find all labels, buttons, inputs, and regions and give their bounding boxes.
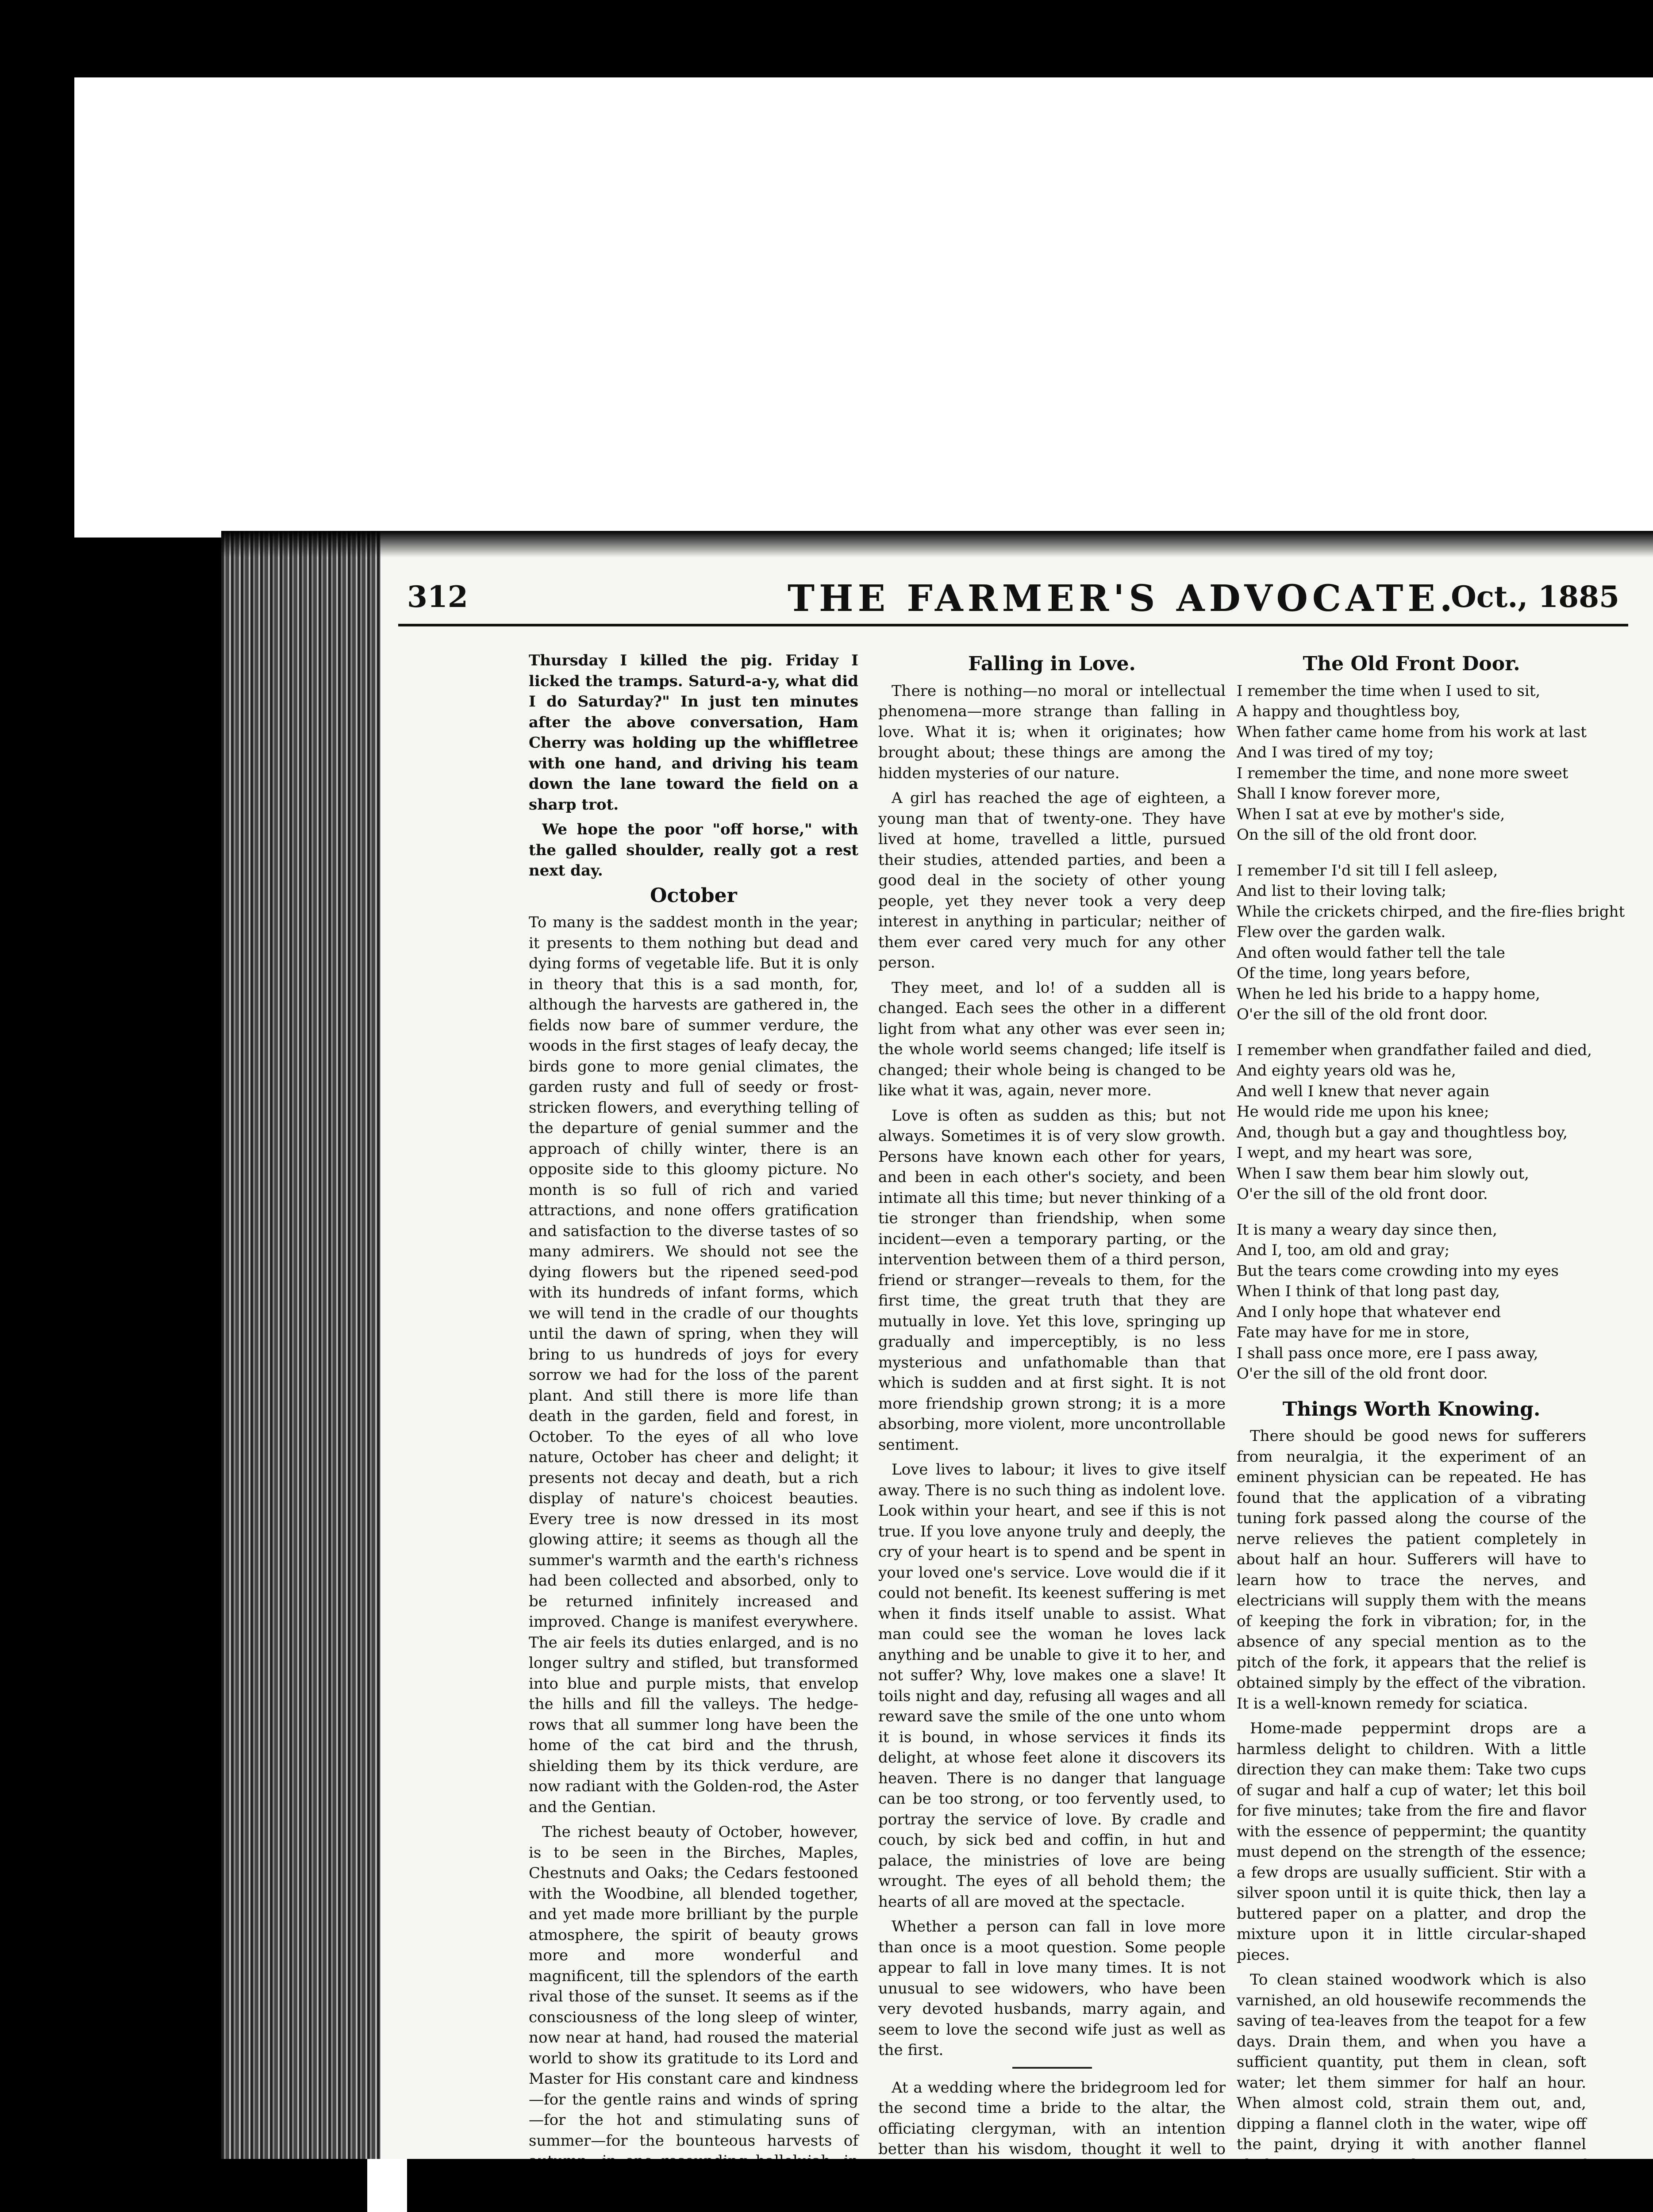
poem-line: And I only hope that whatever end xyxy=(1237,1303,1501,1321)
article-paragraph: They meet, and lo! of a sudden all is changed. Each sees the other in a different light from what any other was ever seen in; the whole world seems changed; life itself is changed; their whole being is changed to be like what it was, again, never more. xyxy=(878,979,1226,1099)
poem-line: It is many a weary day since then, xyxy=(1237,1221,1497,1239)
october-paragraph: To many is the saddest month in the year; it presents to them nothing but dead and dying forms of vegetable life. But it is only in theory that this is a sad month, for, although the harvests are gathered in, the fields now bare of summer verdure, the woods in the first stages of leafy decay, the birds gone to more genial climates, the garden rusty and full of seedy or frost-stricken flowers, and everything telling of the departure of genial summer and the approach of chilly winter, there is an opposite side to this gloomy picture. No month is so full of rich and varied attractions, and none offers gratification and satisfaction to the diverse tastes of so many admirers. We should not see the dying flowers but the ripened seed-pod with its hundreds of infant forms, which we will tend in the cradle of our thoughts until the dawn of spring, when they will bring to us hundreds of joys for every sorrow we had for the loss of the parent plant. And still there is more life than death in the garden, field and forest, in October. To the eyes of all who love nature, October has cheer and delight; it presents not decay and death, but a rich display of nature's choicest beauties. Every tree is now dressed in its most glowing attire; it seems as though all the summer's warmth and the earth's richness had been collected and absorbed, only to be returned infinitely increased and improved. Change is manifest everywhere. The air feels its duties enlarged, and is no longer sultry and stifled, but transformed into blue and purple mists, that envelop the hills and fill the valleys. The hedge-rows that all summer long have been the home of the cat bird and the thrush, shielding them by its thick verdure, are now radiant with the Golden-rod, the Aster and the Gentian. xyxy=(529,914,858,1816)
article-paragraph: Love lives to labour; it lives to give itself away. There is no such thing as indolent love. Look within your heart, and see if this is not true. If you love anyone truly and deeply, the cry of your heart is to spend and be spent in your loved one's service. Love would die if it could not benefit. Its keenest suffering is met when it finds itself unable to assist. What man could see the woman he loves lack anything and be unable to give it to her, and not suffer? Why, love makes one a slave! It toils night and day, refusing all wages and all reward save the smile of the one unto whom it is bound, in whose services it finds its delight, at whose feet alone it discovers its heaven. There is no danger that language can be too strong, or too fervently used, to portray the service of love. By cradle and couch, by sick bed and coffin, in hut and palace, the ministries of love are being wrought. The eyes of all behold them; the hearts of all are moved at the spectacle. xyxy=(878,1461,1226,1911)
poem-line: Flew over the garden walk. xyxy=(1237,923,1446,941)
poem-line: Of the time, long years before, xyxy=(1237,964,1471,982)
poem-line: When I think of that long past day, xyxy=(1237,1283,1500,1300)
poem-line: I remember the time, and none more sweet xyxy=(1237,764,1568,782)
divider xyxy=(1012,2067,1092,2069)
article-paragraph: Love is often as sudden as this; but not always. Sometimes it is of very slow growth. Persons have known each other for years, and been in each other's society, and been intimate all this time; but never thinking of a tie stronger than friendship, when some incident—even a temporary parting, or the intervention between them of a third person, friend or stranger—reveals to them, for the first time, the great truth that they are mutually in love. Yet this love, springing up gradually and imperceptibly, is no less mysterious and unfathomable than that which is sudden and at first sight. It is not more friendship grown strong; it is a more absorbing, more violent, more uncontrollable sentiment. xyxy=(878,1106,1226,1454)
publication-title: THE FARMER'S ADVOCATE. xyxy=(788,577,1457,620)
october-heading: October xyxy=(650,884,737,907)
poem-stanza xyxy=(1237,1040,1592,1205)
binding-strip xyxy=(367,2159,407,2212)
story-ending: Thursday I killed the pig. Friday I licked the tramps. Saturd-a-y, what did I do Saturday?" In just ten minutes after the above conversation, Ham Cherry was holding up the whiffletree with one hand, and driving his team down the lane toward the field on a sharp trot. xyxy=(529,652,858,814)
poem-line: When I saw them bear him slowly out, xyxy=(1237,1164,1529,1183)
poem-line: While the crickets chirped, and the fire-flies bright xyxy=(1237,902,1625,921)
article-paragraph: A girl has reached the age of eighteen, a young man that of twenty-one. They have lived at home, travelled a little, pursued their studies, attended parties, and been a good deal in the society of other young people, yet they never took a very deep interest in anything in particular; neither of them ever cared very much for any other person. xyxy=(878,789,1226,972)
old-front-door-poem xyxy=(1237,681,1625,1384)
poem-line: I remember the time when I used to sit, xyxy=(1237,682,1541,700)
poem-line: And I, too, am old and gray; xyxy=(1237,1241,1450,1259)
poem-line: Shall I know forever more, xyxy=(1237,785,1441,803)
page-shadow xyxy=(221,531,1653,557)
poem-line: When he led his bride to a happy home, xyxy=(1237,985,1540,1003)
poem-stanza xyxy=(1237,860,1625,1025)
column-3 xyxy=(1237,650,1625,2212)
old-front-door-heading: The Old Front Door. xyxy=(1303,653,1520,675)
poem-line: I remember I'd sit till I fell asleep, xyxy=(1237,861,1498,879)
article-paragraph: Whether a person can fall in love more than once is a moot question. Some people appear to fall in love many times. It is not unusual to see widowers, who have been very devoted husbands, marry again, and seem to love the second wife just as well as the first. xyxy=(878,1918,1226,2059)
poem-line: I shall pass once more, ere I pass away, xyxy=(1237,1344,1538,1362)
october-paragraph: The richest beauty of October, however, is to be seen in the Birches, Maples, Chestnuts and Oaks; the Cedars festooned with the Woodbine, all blended together, and yet made more brilliant by the purple atmosphere, the spirit of beauty grows more and more wonderful and magnificent, till the splendors of the earth rival those of the sunset. It seems as if the consciousness of the long sleep of winter, now near at hand, had roused the material world to show its gratitude to its Lord and Master for His constant care and kindness—for the gentle rains and winds of spring—for the hot and stimulating suns of summer—for the bounteous harvests of xyxy=(529,1823,858,2150)
poem-line: And, though but a gay and thoughtless boy, xyxy=(1237,1123,1568,1141)
column-2 xyxy=(878,650,1226,2212)
things-worth-knowing-heading: Things Worth Knowing. xyxy=(1282,1398,1541,1421)
masthead xyxy=(398,577,1628,626)
poem-line: And often would father tell the tale xyxy=(1237,944,1505,962)
poem-line: I remember when grandfather failed and died, xyxy=(1237,1041,1592,1059)
book-binding-edge xyxy=(221,531,381,2159)
poem-line: Fate may have for me in store, xyxy=(1237,1324,1470,1341)
scan-background-bottom xyxy=(0,2159,1653,2212)
issue-date: Oct., 1885 xyxy=(1451,580,1619,614)
poem-line: When father came home from his work at last xyxy=(1237,723,1587,741)
blank-flyleaf xyxy=(74,77,1653,538)
poem-line: And I was tired of my toy; xyxy=(1237,744,1434,761)
falling-in-love-heading: Falling in Love. xyxy=(968,653,1136,675)
poem-line: O'er the sill of the old front door. xyxy=(1237,1185,1488,1203)
story-comment: We hope the poor "off horse," with the galled shoulder, really got a rest next day. xyxy=(529,821,858,879)
poem-line: On the sill of the old front door. xyxy=(1237,826,1477,844)
column-1 xyxy=(529,650,858,2212)
poem-line: O'er the sill of the old front door. xyxy=(1237,1006,1488,1023)
poem-line: And well I knew that never again xyxy=(1237,1082,1490,1100)
poem-stanza xyxy=(1237,1220,1586,1384)
page-number: 312 xyxy=(407,580,468,614)
poem-line: A happy and thoughtless boy, xyxy=(1237,703,1461,720)
poem-line: And list to their loving talk; xyxy=(1237,882,1447,900)
poem-line: But the tears come crowding into my eyes xyxy=(1237,1262,1559,1280)
tips-paragraph: There should be good news for sufferers from neuralgia, it the experiment of an eminent physician can be repeated. He has found that the application of a vibrating tuning fork passed along the course of the nerve relieves the patient completely in about half an hour. Sufferers will have to learn how to trace the nerves, and electricians will supply them with the means of keeping the fork in vibration; for, in the absence of any special mention as to the pitch of the fork, it appears that the relief is obtained simply by the effect of the vibration. It is a well-known remedy for sciatica. xyxy=(1237,1427,1586,1713)
tips-paragraph: Home-made peppermint drops are a harmless delight to children. With a little direction they can make them: Take two cups of sugar and half a cup of water; let this boil for five minutes; take from the fire and flavor with the essence of peppermint; the quantity must depend on the strength of the essence; a few drops are usually sufficient. Stir with a silver spoon until it is quite thick, then lay a buttered paper on a platter, and drop the mixture upon it in little circular-shaped pieces. xyxy=(1237,1720,1586,1964)
tips-paragraph: To clean stained woodwork which is also varnished, an old housewife recommends the saving of tea-leaves from the teapot for a few days. Drain them, and when you have a sufficient quantity, put them in clean, soft water; let them simmer for half an hour. When almost cold, strain them out, and, dipping a flannel cloth in the water, wipe off the paint, drying it with another flannel xyxy=(1237,1971,1586,2153)
poem-line: He would ride me upon his knee; xyxy=(1237,1103,1489,1121)
poem-line: And eighty years old was he, xyxy=(1237,1062,1456,1079)
article-paragraph: At a wedding where the bridegroom led for the second time a bride to the altar, the officiating clergyman, with an intention better than his wisdom, thought it well to xyxy=(878,2078,1226,2158)
poem-stanza xyxy=(1237,681,1586,845)
poem-line: I wept, and my heart was sore, xyxy=(1237,1144,1473,1162)
poem-line: O'er the sill of the old front door. xyxy=(1237,1365,1488,1382)
article-paragraph: There is nothing—no moral or intellectual phenomena—more strange than falling in love. What it is; when it originates; how brought about; these things are among the hidden mysteries of our nature. xyxy=(878,682,1226,782)
poem-line: When I sat at eve by mother's side, xyxy=(1237,805,1505,823)
